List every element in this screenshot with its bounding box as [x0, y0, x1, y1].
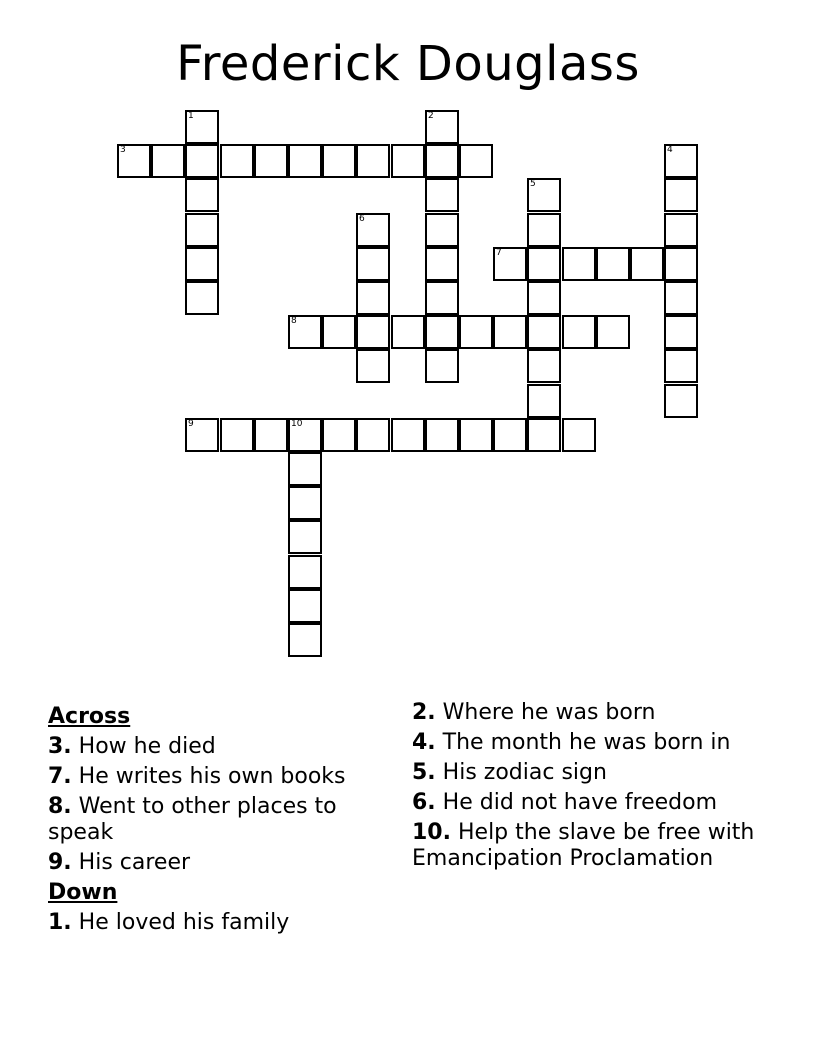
cell-number: 2 [428, 111, 434, 121]
grid-cell[interactable] [356, 418, 390, 452]
grid-cell[interactable] [425, 213, 459, 247]
clue-down-10 [412, 820, 757, 872]
grid-cell[interactable] [185, 178, 219, 212]
clue-number: 6. [412, 790, 436, 815]
down-heading: Down [48, 880, 118, 905]
clues-column-right [412, 700, 757, 876]
clue-down-4 [412, 730, 757, 756]
grid-cell[interactable] [185, 110, 219, 144]
grid-cell[interactable] [288, 623, 322, 657]
grid-cell[interactable] [185, 144, 219, 178]
clue-text: His career [78, 850, 191, 875]
grid-cell[interactable] [493, 418, 527, 452]
cell-number: 10 [291, 419, 303, 429]
cell-number: 6 [359, 214, 365, 224]
grid-cell[interactable] [151, 144, 185, 178]
grid-cell[interactable] [356, 349, 390, 383]
clue-text: His zodiac sign [442, 760, 607, 785]
grid-cell[interactable] [596, 247, 630, 281]
grid-cell[interactable] [185, 281, 219, 315]
clue-text: He loved his family [78, 910, 290, 935]
grid-cell[interactable] [527, 315, 561, 349]
grid-cell[interactable] [459, 418, 493, 452]
grid-cell[interactable] [425, 178, 459, 212]
clue-number: 5. [412, 760, 436, 785]
grid-cell[interactable] [664, 315, 698, 349]
grid-cell[interactable] [664, 247, 698, 281]
grid-cell[interactable] [356, 315, 390, 349]
grid-cell[interactable] [288, 486, 322, 520]
clue-number: 4. [412, 730, 436, 755]
grid-cell[interactable] [356, 144, 390, 178]
clue-across-9 [48, 850, 388, 876]
grid-cell[interactable] [220, 418, 254, 452]
grid-cell[interactable] [425, 418, 459, 452]
clue-text: Where he was born [442, 700, 656, 725]
grid-cell[interactable] [288, 452, 322, 486]
grid-cell[interactable] [254, 418, 288, 452]
clue-across-3 [48, 734, 388, 760]
grid-cell[interactable] [425, 281, 459, 315]
grid-cell[interactable] [288, 315, 322, 349]
grid-cell[interactable] [664, 144, 698, 178]
cell-number: 5 [530, 179, 536, 189]
clue-down-6 [412, 790, 757, 816]
grid-cell[interactable] [425, 144, 459, 178]
clue-text: He writes his own books [78, 764, 346, 789]
grid-cell[interactable] [664, 178, 698, 212]
grid-cell[interactable] [185, 418, 219, 452]
grid-cell[interactable] [185, 213, 219, 247]
grid-cell[interactable] [288, 144, 322, 178]
across-heading: Across [48, 704, 131, 729]
grid-cell[interactable] [596, 315, 630, 349]
grid-cell[interactable] [493, 315, 527, 349]
clue-across-8 [48, 794, 388, 846]
puzzle-title: Frederick Douglass [176, 36, 640, 92]
cell-number: 9 [188, 419, 194, 429]
grid-cell[interactable] [356, 213, 390, 247]
grid-cell[interactable] [391, 418, 425, 452]
cell-number: 8 [291, 316, 297, 326]
grid-cell[interactable] [527, 178, 561, 212]
clue-number: 7. [48, 764, 72, 789]
grid-cell[interactable] [185, 247, 219, 281]
grid-cell[interactable] [322, 315, 356, 349]
grid-cell[interactable] [664, 349, 698, 383]
clue-down-5 [412, 760, 757, 786]
clue-number: 9. [48, 850, 72, 875]
grid-cell[interactable] [425, 349, 459, 383]
clue-text: Help the slave be free with Emancipation Proclamation [412, 820, 755, 871]
grid-cell[interactable] [220, 144, 254, 178]
clue-number: 3. [48, 734, 72, 759]
grid-cell[interactable] [562, 247, 596, 281]
grid-cell[interactable] [664, 281, 698, 315]
clue-text: He did not have freedom [442, 790, 718, 815]
grid-cell[interactable] [322, 418, 356, 452]
grid-cell[interactable] [322, 144, 356, 178]
grid-cell[interactable] [562, 418, 596, 452]
grid-cell[interactable] [562, 315, 596, 349]
cell-number: 1 [188, 111, 194, 121]
grid-cell[interactable] [630, 247, 664, 281]
grid-cell[interactable] [425, 247, 459, 281]
grid-cell[interactable] [425, 110, 459, 144]
grid-cell[interactable] [527, 418, 561, 452]
grid-cell[interactable] [527, 384, 561, 418]
grid-cell[interactable] [425, 315, 459, 349]
grid-cell[interactable] [288, 555, 322, 589]
cell-number: 4 [667, 145, 673, 155]
clue-down-1 [48, 910, 388, 936]
clues-column-left [48, 700, 388, 940]
grid-cell[interactable] [254, 144, 288, 178]
clue-text: The month he was born in [442, 730, 731, 755]
grid-cell[interactable] [459, 144, 493, 178]
clue-text: How he died [78, 734, 216, 759]
grid-cell[interactable] [391, 315, 425, 349]
grid-cell[interactable] [664, 384, 698, 418]
clue-text: Went to other places to speak [48, 794, 337, 845]
clue-number: 1. [48, 910, 72, 935]
cell-number: 3 [120, 145, 126, 155]
grid-cell[interactable] [527, 281, 561, 315]
clue-number: 2. [412, 700, 436, 725]
clue-number: 8. [48, 794, 72, 819]
grid-cell[interactable] [459, 315, 493, 349]
grid-cell[interactable] [288, 520, 322, 554]
grid-cell[interactable] [527, 247, 561, 281]
grid-cell[interactable] [117, 144, 151, 178]
clue-across-7 [48, 764, 388, 790]
grid-cell[interactable] [356, 281, 390, 315]
grid-cell[interactable] [527, 213, 561, 247]
clue-number: 10. [412, 820, 451, 845]
grid-cell[interactable] [391, 144, 425, 178]
cell-number: 7 [496, 248, 502, 258]
grid-cell[interactable] [356, 247, 390, 281]
clue-down-2 [412, 700, 757, 726]
grid-cell[interactable] [288, 589, 322, 623]
grid-cell[interactable] [527, 349, 561, 383]
grid-cell[interactable] [493, 247, 527, 281]
grid-cell[interactable] [664, 213, 698, 247]
grid-cell[interactable] [288, 418, 322, 452]
